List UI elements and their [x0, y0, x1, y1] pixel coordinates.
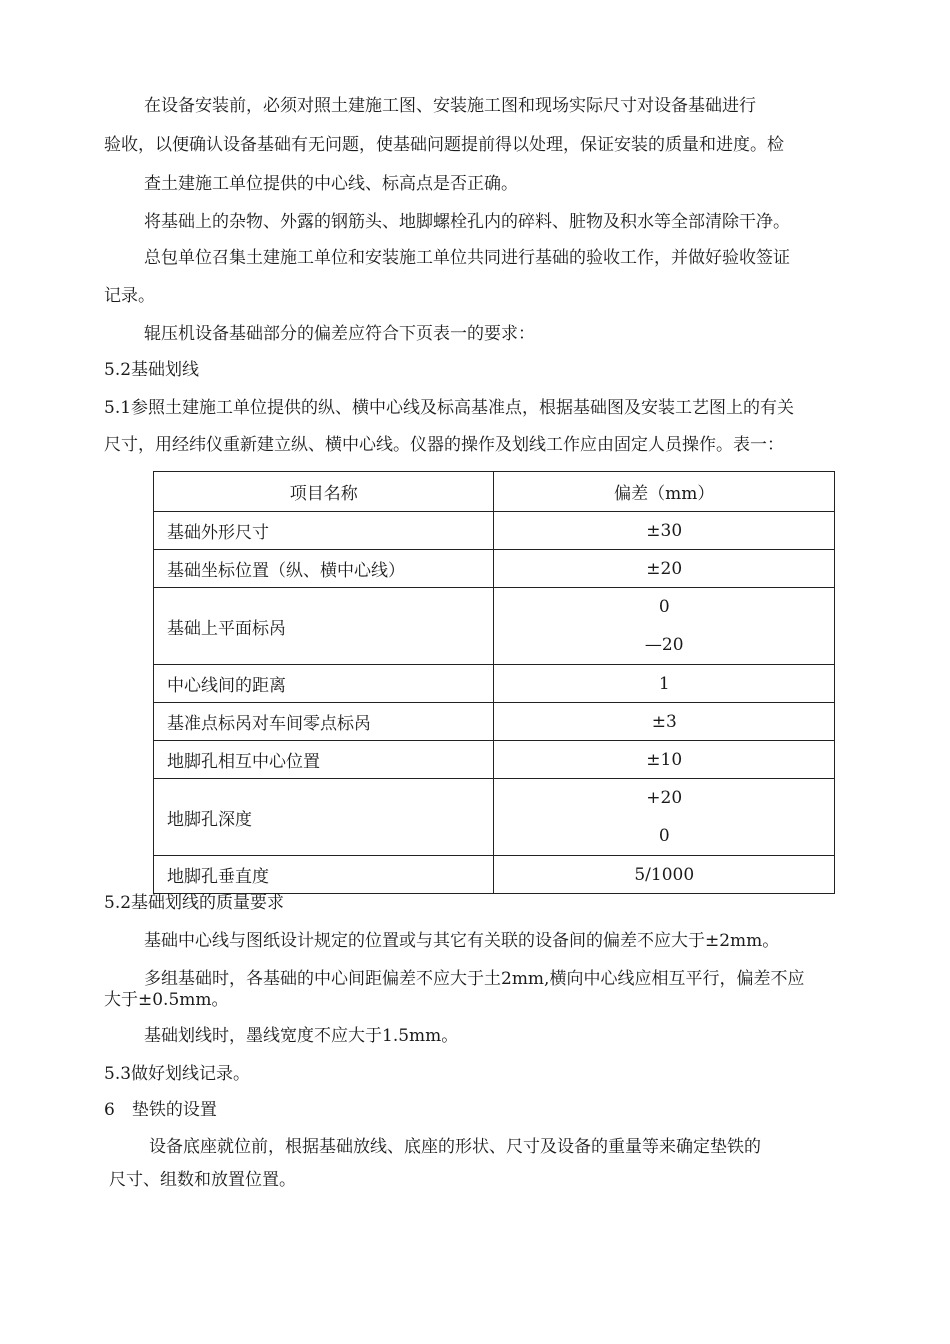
deviation-cell: 5/1000	[494, 856, 835, 894]
item-name-cell: 地脚孔相互中心位置	[154, 741, 494, 779]
deviation-cell: ±3	[494, 703, 835, 741]
item-name-cell: 基础上平面标呙	[154, 588, 494, 665]
item-name-cell: 地脚孔深度	[154, 779, 494, 856]
item-name-cell: 基础外形尺寸	[154, 512, 494, 550]
section-heading: 5.2基础划线的质量要求	[104, 893, 285, 913]
paragraph-line: 设备底座就位前，根据基础放线、底座的形状、尺寸及设备的重量等来确定垫铁的	[149, 1137, 761, 1157]
table-row	[154, 741, 835, 779]
item-name-cell: 地脚孔垂直度	[154, 856, 494, 894]
deviation-cell	[494, 779, 835, 856]
paragraph-line: 总包单位召集土建施工单位和安装施工单位共同进行基础的验收工作，并做好验收签证	[144, 248, 790, 268]
deviation-cell	[494, 588, 835, 665]
table-row	[154, 665, 835, 703]
section-heading: 5.3做好划线记录。	[104, 1064, 251, 1084]
paragraph-line: 5.1参照土建施工单位提供的纵、横中心线及标高基准点，根据基础图及安装工艺图上的有关	[104, 398, 795, 418]
section-heading: 6 垫铁的设置	[104, 1100, 217, 1120]
table-header-row	[154, 472, 835, 512]
table-row	[154, 703, 835, 741]
paragraph-line: 查土建施工单位提供的中心线、标高点是否正确。	[144, 174, 518, 194]
paragraph-line: 尺寸、组数和放置位置。	[109, 1170, 296, 1190]
paragraph-line: 尺寸，用经纬仪重新建立纵、横中心线。仪器的操作及划线工作应由固定人员操作。表一：	[104, 435, 784, 455]
deviation-lower: —20	[644, 635, 684, 655]
item-name-cell: 中心线间的距离	[154, 665, 494, 703]
table-header-cell: 偏差（mm）	[494, 472, 835, 512]
paragraph-line: 将基础上的杂物、外露的钢筋头、地脚螺栓孔内的碎料、脏物及积水等全部清除干净。	[144, 212, 790, 232]
item-name-cell: 基准点标呙对车间零点标呙	[154, 703, 494, 741]
deviation-cell: ±20	[494, 550, 835, 588]
paragraph-line: 辊压机设备基础部分的偏差应符合下页表一的要求：	[144, 324, 535, 344]
paragraph-line: 多组基础时，各基础的中心间距偏差不应大于土2mm,横向中心线应相互平行，偏差不应	[144, 969, 805, 989]
paragraph-line: 在设备安装前，必须对照土建施工图、安装施工图和现场实际尺寸对设备基础进行	[144, 96, 756, 116]
deviation-cell: ±10	[494, 741, 835, 779]
item-name-cell: 基础坐标位置（纵、横中心线）	[154, 550, 494, 588]
table-row	[154, 550, 835, 588]
table-row	[154, 512, 835, 550]
paragraph-line: 基础中心线与图纸设计规定的位置或与其它有关联的设备间的偏差不应大于±2mm。	[144, 931, 780, 951]
table-row	[154, 856, 835, 894]
paragraph-line: 基础划线时，墨线宽度不应大于1.5mm。	[144, 1026, 459, 1046]
table-header-cell: 项目名称	[154, 472, 494, 512]
deviation-upper: +20	[646, 788, 683, 808]
deviation-lower: 0	[658, 826, 670, 846]
paragraph-line: 大于±0.5mm。	[104, 990, 229, 1010]
deviation-upper: 0	[658, 597, 670, 617]
paragraph-line: 验收，以便确认设备基础有无问题，使基础问题提前得以处理，保证安装的质量和进度。检	[104, 135, 784, 155]
deviation-table	[153, 471, 835, 894]
paragraph-line: 记录。	[104, 286, 155, 306]
section-heading: 5.2基础划线	[104, 360, 200, 380]
deviation-cell: 1	[494, 665, 835, 703]
table-row	[154, 588, 835, 665]
table-row	[154, 779, 835, 856]
deviation-cell: ±30	[494, 512, 835, 550]
